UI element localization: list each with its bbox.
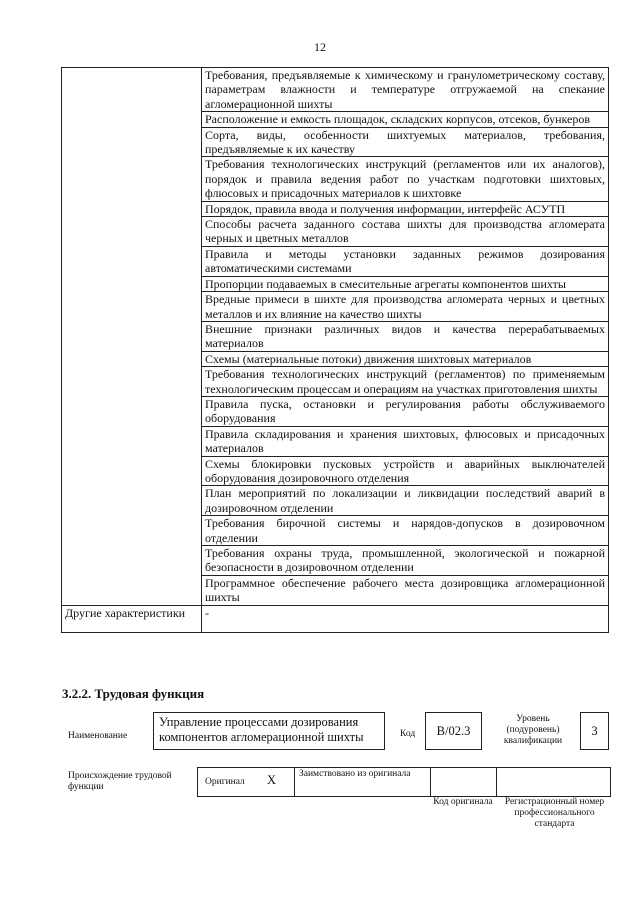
level-value: 3 xyxy=(591,724,598,738)
knowledge-item: Правила складирования и хранения шихтовых, флюсовых и присадочных материалов xyxy=(202,426,609,456)
knowledge-table xyxy=(61,67,609,633)
code-original-caption: Код оригинала xyxy=(433,797,493,807)
knowledge-item: Схемы (материальные потоки) движения шихтовых материалов xyxy=(202,351,609,366)
knowledge-item: Правила и методы установки заданных режимов дозирования автоматическими системами xyxy=(202,246,609,276)
knowledge-item: Требования, предъявляемые к химическому и гранулометрическому составу, параметрам влажности и температуре отгружаемой на спекание агломерационной шихты xyxy=(202,68,609,112)
knowledge-item: Требования технологических инструкций (регламентов) по применяемым технологическим процессам и операциям на участках приготовления шихты xyxy=(202,367,609,397)
function-name-value: Управление процессами дозирования компонентов агломерационной шихты xyxy=(159,715,364,744)
section-title: 3.2.2. Трудовая функция xyxy=(62,686,205,701)
knowledge-item: Способы расчета заданного состава шихты для производства агломерата черных и цветных металлов xyxy=(202,217,609,247)
table-row-other xyxy=(62,605,609,632)
knowledge-item: Требования охраны труда, промышленной, экологической и пожарной безопасности в дозировочном отделении xyxy=(202,546,609,576)
knowledge-item: Внешние признаки различных видов и качества перерабатываемых материалов xyxy=(202,321,609,351)
origin-label: Происхождение трудовой функции xyxy=(68,771,172,792)
borrowed-label: Заимствовано из оригинала xyxy=(299,769,411,779)
other-characteristics-label: Другие характеристики xyxy=(62,605,202,632)
knowledge-item: Требования бирочной системы и нарядов-допусков в дозировочном отделении xyxy=(202,516,609,546)
level-box xyxy=(580,712,609,750)
original-label: Оригинал xyxy=(205,777,245,787)
reg-number-caption: Регистрационный номер профессионального стандарта xyxy=(504,797,605,829)
level-label: Уровень (подуровень) квалификации xyxy=(503,714,563,746)
code-label: Код xyxy=(400,729,416,739)
table-row xyxy=(62,68,609,112)
knowledge-item: Расположение и емкость площадок, складских корпусов, отсеков, бункеров xyxy=(202,112,609,127)
knowledge-item: Требования технологических инструкций (регламентов или их аналогов), порядок и правила ведения работ по участкам подготовки шихтовых, флюсовых и присадочных материалов к шихтовке xyxy=(202,157,609,201)
knowledge-item: Сорта, виды, особенности шихтуемых материалов, требования, предъявляемые к их качеству xyxy=(202,127,609,157)
knowledge-item: Схемы блокировки пусковых устройств и аварийных выключателей оборудования дозировочного отделения xyxy=(202,456,609,486)
knowledge-item: Порядок, правила ввода и получения информации, интерфейс АСУТП xyxy=(202,201,609,216)
code-value: B/02.3 xyxy=(436,724,471,738)
name-label: Наименование xyxy=(68,731,128,741)
knowledge-item: Программное обеспечение рабочего места дозировщика агломерационной шихты xyxy=(202,575,609,605)
page-number: 12 xyxy=(314,40,326,54)
knowledge-item: Вредные примеси в шихте для производства агломерата черных и цветных металлов и их влияние на качество шихты xyxy=(202,292,609,322)
other-characteristics-value: - xyxy=(202,605,609,632)
left-cell-empty xyxy=(62,68,202,606)
knowledge-item: План мероприятий по локализации и ликвидации последствий аварий в дозировочном отделении xyxy=(202,486,609,516)
code-box xyxy=(425,712,482,750)
original-mark: X xyxy=(267,773,277,787)
function-name-box xyxy=(153,712,385,750)
knowledge-item: Правила пуска, остановки и регулирования работы обслуживаемого оборудования xyxy=(202,396,609,426)
knowledge-item: Пропорции подаваемых в смесительные агрегаты компонентов шихты xyxy=(202,276,609,291)
